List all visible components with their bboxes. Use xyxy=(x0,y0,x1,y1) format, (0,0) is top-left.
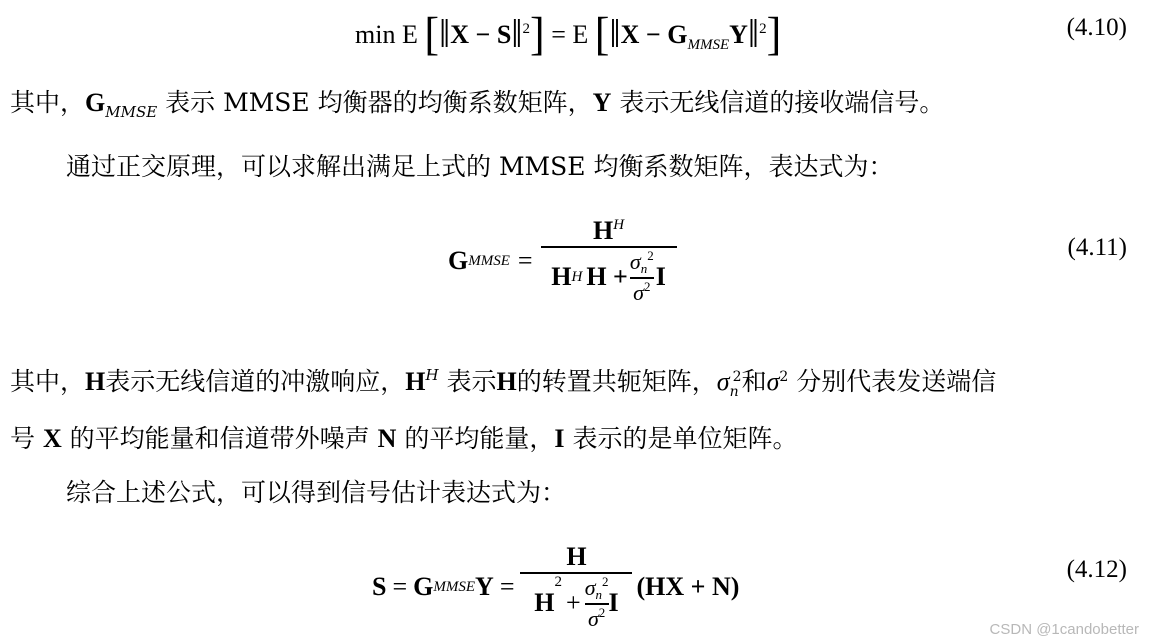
x-symbol: X xyxy=(42,424,62,453)
paragraph-2: 通过正交原理，可以求解出满足上式的 MMSE 均衡系数矩阵，表达式为： xyxy=(66,152,894,181)
h-superscript: 2 xyxy=(554,574,563,591)
sigma-symbol: σ xyxy=(633,279,644,305)
h-superscript: H xyxy=(571,268,583,285)
eq-prefix: min E xyxy=(355,20,418,49)
equation-number-4-12: (4.12) xyxy=(1066,556,1127,583)
equals-sign: = xyxy=(499,572,515,601)
sigma-n-symbol: σ xyxy=(716,367,730,396)
sigma-denominator xyxy=(633,279,650,306)
equation-4-10 xyxy=(355,4,782,61)
sigma-numerator xyxy=(585,574,609,603)
sigma-superscript: 2 xyxy=(598,604,606,620)
para3-text-c: 的转置共轭矩阵， xyxy=(516,367,717,396)
plus-sign: + xyxy=(566,588,581,617)
paragraph-1 xyxy=(10,88,944,127)
sigma-symbol: σ xyxy=(587,605,599,631)
equation-number-4-11: (4.11) xyxy=(1067,234,1127,261)
para1-text-b: 表示无线信道的接收端信号。 xyxy=(611,88,945,117)
gmmse-subscript: MMSE xyxy=(468,252,510,269)
y-symbol: Y xyxy=(475,572,494,601)
norm-bar: ‖ xyxy=(747,11,760,56)
lhs-inner: X − S xyxy=(450,20,512,49)
equals-sign: = xyxy=(392,572,408,601)
sigma-superscript: 2 xyxy=(732,369,742,385)
paragraph-3-line-1 xyxy=(10,360,996,407)
para1-lead: 其中， xyxy=(10,88,86,117)
g-subscript: MMSE xyxy=(105,103,158,121)
sigma-fraction xyxy=(585,574,609,632)
para3-text-d: 和 xyxy=(741,367,767,396)
eq-mid: = E xyxy=(551,20,589,49)
norm-bar: ‖ xyxy=(439,11,451,56)
sigma-n-subscript: n xyxy=(595,587,603,603)
para3-line2-text-a: 的平均能量和信道带外噪声 xyxy=(61,424,378,453)
sigma-superscript: 2 xyxy=(643,278,651,294)
sigma-numerator xyxy=(630,248,654,277)
h-symbol: H xyxy=(405,367,426,396)
sigma-n-subscript: n xyxy=(729,384,739,400)
g-subscript: MMSE xyxy=(433,578,476,595)
rhs-subscript: MMSE xyxy=(687,37,730,53)
fraction-4-11 xyxy=(541,216,677,306)
g-symbol: G xyxy=(85,88,106,117)
norm-bar: ‖ xyxy=(609,11,621,56)
para1-text-a: 表示 MMSE 均衡器的均衡系数矩阵， xyxy=(157,88,593,117)
sigma-superscript: 2 xyxy=(779,369,789,385)
sigma-superscript: 2 xyxy=(602,574,609,590)
g-symbol: G xyxy=(413,572,434,601)
paragraph-4: 综合上述公式，可以得到信号估计表达式为： xyxy=(66,478,567,507)
para3-line2-lead: 号 xyxy=(10,424,43,453)
watermark: CSDN @1candobetter xyxy=(989,621,1139,638)
identity-symbol: I xyxy=(608,588,619,617)
parenthesized-term: (HX + N) xyxy=(636,572,740,601)
fraction-denominator xyxy=(530,574,622,632)
exponent: 2 xyxy=(522,21,531,37)
sigma-denominator xyxy=(588,605,605,632)
sigma-fraction xyxy=(630,248,654,306)
h-symbol: H xyxy=(593,216,614,246)
para3-text-e: 分别代表发送端信 xyxy=(788,367,997,396)
identity-symbol: I xyxy=(554,424,565,453)
h-symbol: H xyxy=(85,367,106,396)
h-symbol: H xyxy=(496,367,517,396)
right-bracket: ] xyxy=(766,8,782,61)
para3-line2-text-c: 表示的是单位矩阵。 xyxy=(564,424,798,453)
identity-symbol: I xyxy=(655,262,666,291)
sigma-n-symbol: σ xyxy=(629,249,641,275)
rhs-inner-a: X − G xyxy=(620,20,688,49)
gmmse-symbol: G xyxy=(448,246,469,275)
h-plus: H + xyxy=(586,262,628,291)
equation-4-11 xyxy=(448,206,677,316)
h-symbol: H xyxy=(551,262,572,291)
sigma-superscript: 2 xyxy=(647,248,654,264)
y-symbol: Y xyxy=(592,88,612,117)
exponent: 2 xyxy=(759,21,767,37)
para3-text-a: 表示无线信道的冲激响应， xyxy=(105,367,406,396)
rhs-inner-b: Y xyxy=(729,20,748,49)
fraction-denominator xyxy=(547,248,670,306)
equation-4-12 xyxy=(372,534,739,640)
paragraph-3-line-2 xyxy=(10,424,797,454)
h-superscript: H xyxy=(425,366,439,384)
h-superscript: H xyxy=(613,217,625,234)
sigma-n-symbol: σ xyxy=(584,575,596,601)
norm-bar: ‖ xyxy=(511,11,523,56)
fraction-numerator xyxy=(589,216,628,246)
para3-lead: 其中， xyxy=(10,367,86,396)
h-symbol: H xyxy=(534,588,555,617)
right-bracket: ] xyxy=(530,8,545,61)
left-bracket: [ xyxy=(594,8,610,61)
para3-text-b: 表示 xyxy=(438,367,497,396)
left-bracket: [ xyxy=(424,8,439,61)
s-symbol: S xyxy=(372,572,387,601)
sigma-symbol: σ xyxy=(766,367,780,396)
equals-sign: = xyxy=(517,246,533,275)
fraction-4-12 xyxy=(520,542,632,632)
sigma-n-subscript: n xyxy=(640,261,648,277)
para3-line2-text-b: 的平均能量， xyxy=(396,424,555,453)
n-symbol: N xyxy=(377,424,397,453)
equation-number-4-10: (4.10) xyxy=(1066,14,1127,41)
fraction-numerator: H xyxy=(566,542,587,572)
